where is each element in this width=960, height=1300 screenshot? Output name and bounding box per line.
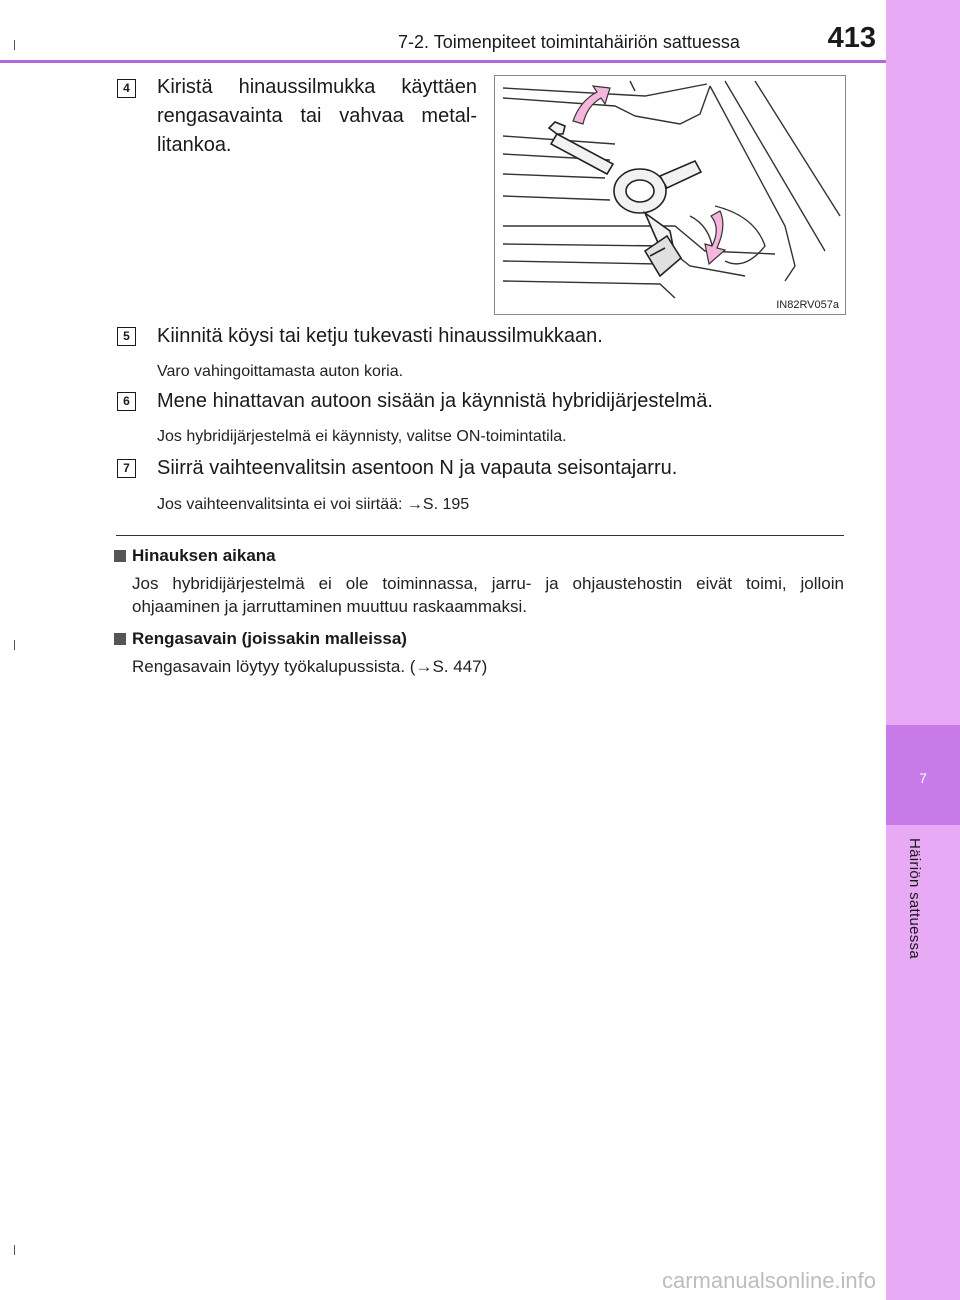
page-number: 413 (827, 22, 876, 54)
note-body: Jos hybridijärjestelmä ei ole toiminnassa, jarru- ja ohjaustehostin eivät toimi, jolloin ohjaaminen ja jarruttaminen muuttuu raskaammaksi. (132, 574, 844, 616)
step-number-badge: 6 (117, 392, 136, 411)
step-number-badge: 4 (117, 79, 136, 98)
step-text-line: litankoa. (157, 134, 232, 156)
step-number-badge: 5 (117, 327, 136, 346)
crop-mark (14, 640, 15, 650)
note-body[interactable]: Rengasavain löytyy työkalupussista. (→S. 447) (132, 657, 488, 676)
chapter-number: 7 (919, 770, 927, 786)
step-number-badge: 7 (117, 459, 136, 478)
note-heading (114, 546, 276, 566)
tow-hook-wrench-illustration (495, 76, 845, 314)
step-text: Kiinnitä köysi tai ketju tukevasti hinaussilmukkaan. (157, 325, 603, 347)
chapter-title: Häiriön sattuessa (906, 838, 923, 959)
step-text-line: rengasavainta tai vahvaa metal- (157, 105, 477, 127)
step-text: Mene hinattavan autoon sisään ja käynnistä hybridijärjestelmä. (157, 390, 713, 412)
note-heading-text: Hinauksen aikana (132, 546, 276, 565)
section-divider (116, 535, 844, 536)
step-note: Varo vahingoittamasta auton koria. (157, 363, 404, 380)
crop-mark (14, 40, 15, 50)
step-note: Jos hybridijärjestelmä ei käynnisty, valitse ON-toimintatila. (157, 428, 567, 445)
crop-mark (14, 1245, 15, 1255)
step-text-line: Kiristä hinaussilmukka käyttäen (157, 76, 477, 98)
tow-hook-figure (494, 75, 846, 315)
header-rule (0, 60, 886, 63)
watermark: carmanualsonline.info (662, 1268, 877, 1293)
square-bullet-icon (114, 550, 126, 562)
step-text: Siirrä vaihteenvalitsin asentoon N ja vapauta seisontajarru. (157, 457, 678, 479)
section-title: 7-2. Toimenpiteet toimintahäiriön sattuessa (398, 32, 740, 52)
step-note[interactable]: Jos vaihteenvalitsinta ei voi siirtää: →S. 195 (157, 496, 470, 513)
note-heading (114, 629, 407, 649)
step-text (157, 73, 477, 160)
square-bullet-icon (114, 633, 126, 645)
note-heading-text: Rengasavain (joissakin malleissa) (132, 629, 407, 648)
chapter-sidebar (886, 0, 960, 1300)
figure-code: IN82RV057a (776, 299, 839, 311)
